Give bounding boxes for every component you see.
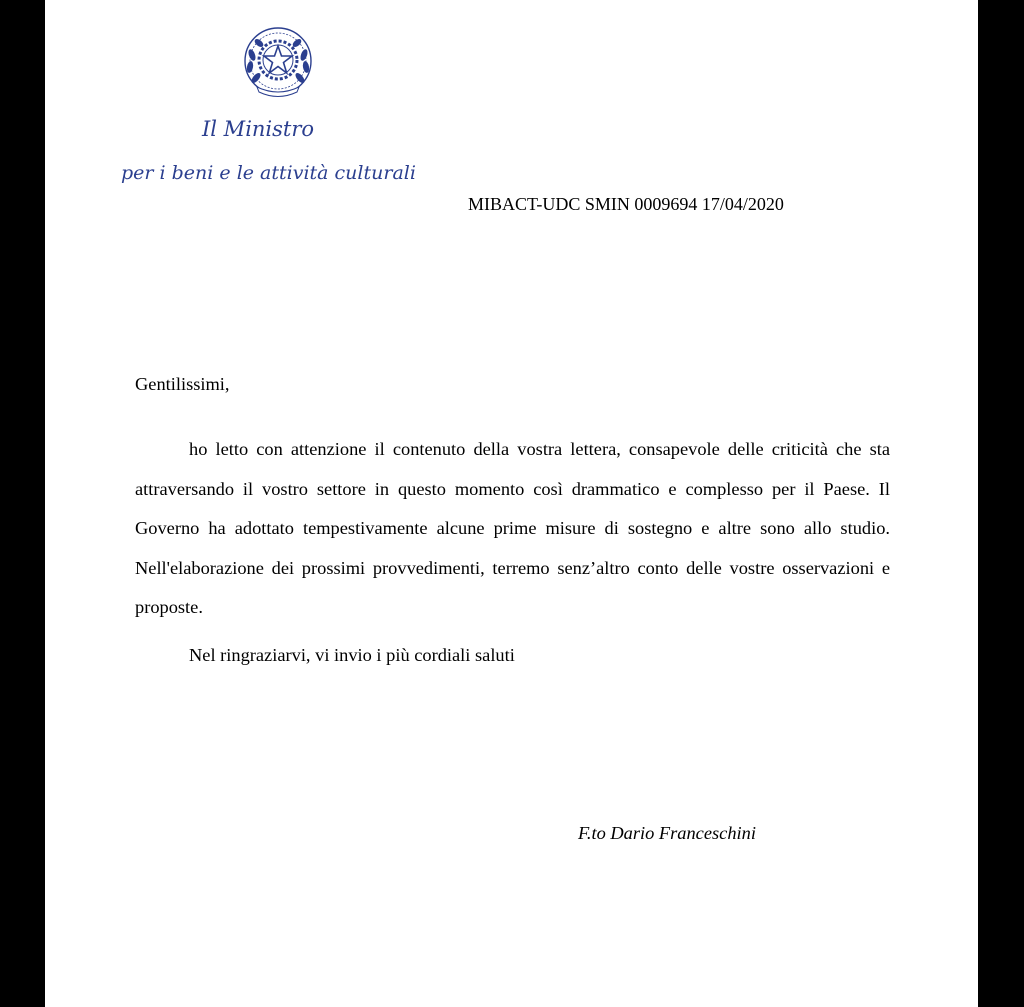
letter-body: ho letto con attenzione il contenuto della vostra lettera, consapevole delle criticità che sta attraversando il vostro settore in questo momento così drammatico e complesso per il Paese. Il Governo ha adottato tempestivamente alcune prime misure di sostegno e altre sono allo studio. Nell'elaborazione dei prossimi provvedimenti, terremo senz’altro conto delle vostre osservazioni e proposte. xyxy=(135,439,890,617)
protocol-number: MIBACT-UDC SMIN 0009694 17/04/2020 xyxy=(468,194,784,214)
signature: F.to Dario Franceschini xyxy=(578,823,756,843)
closing-line: Nel ringraziarvi, vi invio i più cordiali saluti xyxy=(189,645,515,665)
document-page xyxy=(45,0,978,1007)
ministry-subtitle: per i beni e le attività culturali xyxy=(121,162,416,184)
ministry-title: Il Ministro xyxy=(202,117,315,141)
italian-republic-emblem-icon xyxy=(241,25,315,99)
salutation: Gentilissimi, xyxy=(135,374,230,394)
